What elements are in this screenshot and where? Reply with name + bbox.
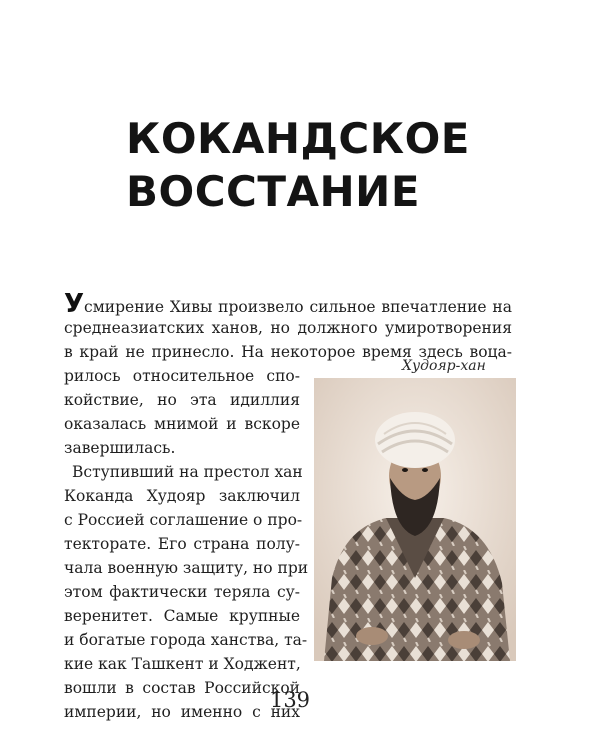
text-line: чала военную защиту, но при [64, 559, 309, 577]
text-line: Коканда Худояр заключил [64, 487, 300, 505]
photo-caption: Худояр-хан [402, 358, 486, 374]
text-line: империи, но именно с них [64, 703, 300, 721]
text-line: в край не принесло. На некоторое время здесь воца- [64, 343, 512, 361]
text-line: текторате. Его страна полу- [64, 535, 300, 553]
text-line: рилось относительное спо- [64, 367, 300, 385]
text-line: Вступивший на престол хан [72, 463, 303, 481]
text-line [64, 289, 512, 319]
text-line: кие как Ташкент и Ходжент, [64, 655, 301, 673]
text-line: этом фактически теряла су- [64, 583, 300, 601]
text-line: и богатые города ханства, та- [64, 631, 308, 649]
portrait-illustration [314, 378, 516, 661]
text-line: завершилась. [64, 439, 176, 457]
chapter-title-line-2: ВОССТАНИЕ [126, 167, 421, 216]
text-line: вошли в состав Российской [64, 679, 300, 697]
drop-cap: У [64, 289, 85, 319]
text-line: среднеазиатских ханов, но должного умиротворения [64, 319, 512, 337]
portrait-photo [314, 378, 516, 661]
text-line: веренитет. Самые крупные [64, 607, 300, 625]
text-line: с Россией соглашение о про- [64, 511, 303, 529]
chapter-title-line-1: КОКАНДСКОЕ [126, 114, 470, 163]
text-line: койствие, но эта идиллия [64, 391, 300, 409]
text-line-rest: смирение Хивы произвело сильное впечатление на [84, 298, 512, 316]
page-number: 139 [269, 688, 311, 712]
text-line: оказалась мнимой и вскоре [64, 415, 300, 433]
chapter-title [126, 112, 526, 218]
